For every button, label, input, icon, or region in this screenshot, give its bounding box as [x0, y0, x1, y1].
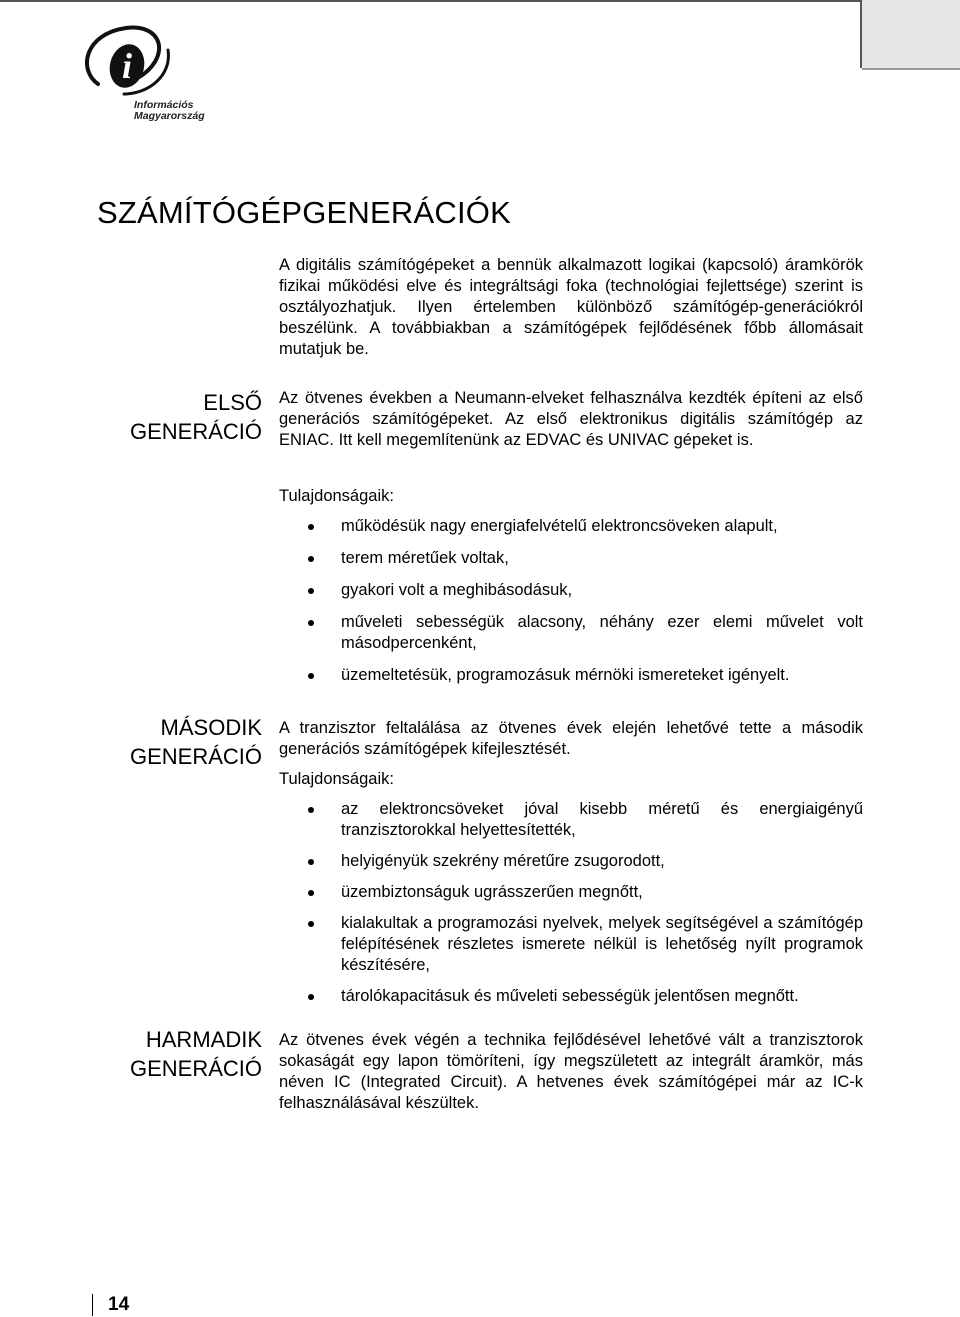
section-heading-first-generation: ELSŐ GENERÁCIÓ: [129, 390, 262, 444]
logo: [76, 20, 226, 130]
page-title: SZÁMÍTÓGÉPGENERÁCIÓK: [97, 195, 511, 230]
logo-line-1: Információs: [134, 99, 194, 111]
list-item: üzemeltetésük, programozásuk mérnöki ismereteket igényelt.: [279, 665, 863, 686]
list-item: az elektroncsöveket jóval kisebb méretű és energiaigényű tranzisztorokkal helyettesítették,: [279, 799, 863, 841]
header-corner-bar: [862, 0, 960, 70]
second-generation-paragraph: A tranzisztor feltalálása az ötvenes évek elején lehetővé tette a második generációs számítógépek kifejlesztését.: [279, 719, 863, 758]
list-item: kialakultak a programozási nyelvek, melyek segítségével a számítógép felépítésének részletes ismerete nélkül is lehetőség nyílt programok készítésére,: [279, 913, 863, 976]
logo-emblem-icon: [76, 20, 226, 100]
list-item: helyigényük szekrény méretűre zsugorodott,: [279, 851, 863, 872]
list-item: műveleti sebességük alacsony, néhány ezer elemi művelet volt másodpercenként,: [279, 612, 863, 654]
page-number: 14: [108, 1294, 130, 1315]
first-generation-properties-list: [279, 516, 863, 686]
second-generation-properties-label: Tulajdonságaik:: [279, 770, 394, 788]
intro-paragraph: A digitális számítógépeket a bennük alkalmazott logikai (kapcsoló) áramkörök fizikai működési elve és integráltsági foka (technológiai fejlettsége) szerint is osztályozhatjuk. Ilyen értelemben különböző számítógép-generációkról beszélünk. A továbbiakban a számítógépek fejlődésének főbb állomásait mutatjuk be.: [279, 256, 863, 358]
section-heading-third-generation: HARMADIK GENERÁCIÓ: [129, 1027, 262, 1081]
logo-glyph: i: [121, 46, 133, 86]
first-generation-paragraph: Az ötvenes években a Neumann-elveket felhasználva kezdték építeni az első generációs számítógépeket. Az első elektronikus digitális számítógép az ENIAC. Itt kell megemlítenünk az EDVAC és UNIVAC gépeket is.: [279, 389, 863, 449]
third-generation-paragraph: Az ötvenes évek végén a technika fejlődésével lehetővé vált a tranzisztorok sokaságát egy lapon tömöríteni, így megszületett az integrált áramkör, más néven IC (Integrated Circuit). A hetvenes évek számítógépei már az IC-k felhasználásával készültek.: [279, 1031, 863, 1112]
first-generation-properties-label: Tulajdonságaik:: [279, 487, 394, 505]
list-item: üzembiztonságuk ugrásszerűen megnőtt,: [279, 882, 863, 903]
list-item: tárolókapacitásuk és műveleti sebességük jelentősen megnőtt.: [279, 986, 863, 1007]
page-number-rule: [92, 1294, 93, 1316]
logo-wordmark: [134, 100, 205, 122]
list-item: terem méretűek voltak,: [279, 548, 863, 569]
second-generation-properties-list: [279, 799, 863, 1007]
section-heading-second-generation: MÁSODIK GENERÁCIÓ: [129, 715, 262, 769]
list-item: működésük nagy energiafelvételű elektroncsöveken alapult,: [279, 516, 863, 537]
logo-line-2: Magyarország: [134, 110, 205, 122]
list-item: gyakori volt a meghibásodásuk,: [279, 580, 863, 601]
